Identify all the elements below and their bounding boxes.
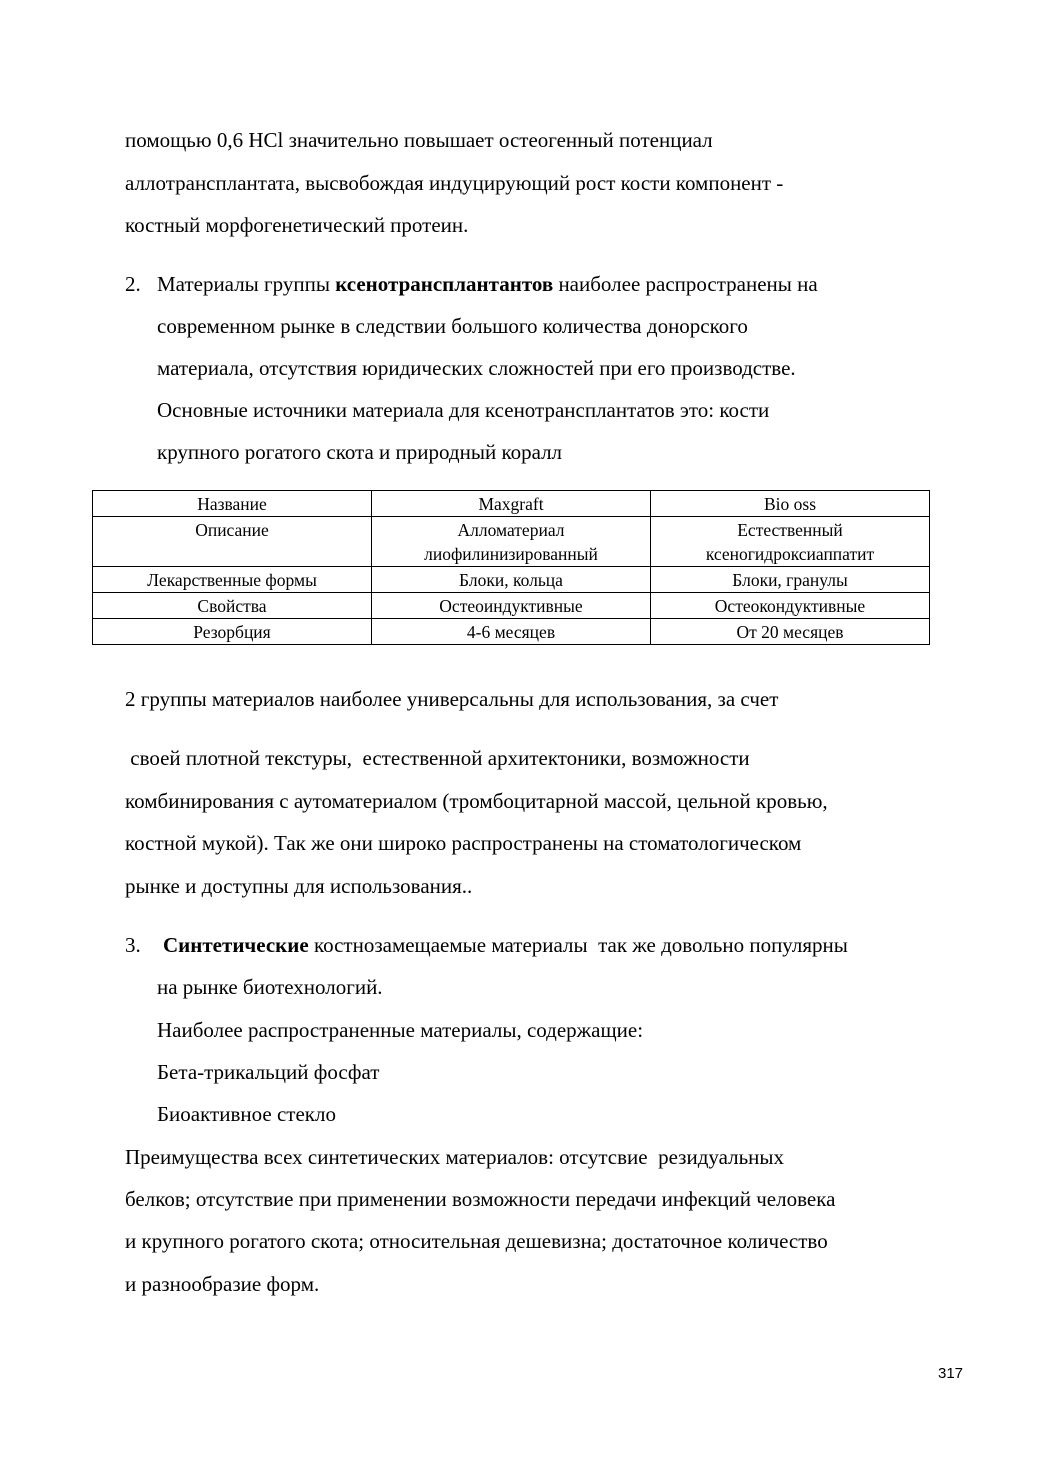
item3-line2: на рынке биотехнологий. — [157, 975, 383, 999]
item3-line5: Биоактивное стекло — [157, 1102, 336, 1126]
item2-line1-post: наиболее распространены на — [553, 272, 818, 296]
table-cell: Остеоиндуктивные — [372, 593, 651, 619]
table-cell: 4-6 месяцев — [372, 619, 651, 645]
item3-line4: Бета-трикальций фосфат — [157, 1060, 380, 1084]
table-cell: Bio oss — [651, 491, 930, 517]
table-cell: Свойства — [93, 593, 372, 619]
para3-line3: и крупного рогатого скота; относительная дешевизна; достаточное количество — [125, 1229, 828, 1253]
item2-line4: Основные источники материала для ксенотрансплантатов это: кости — [157, 398, 770, 422]
comparison-table — [92, 490, 930, 645]
table-cell: Maxgraft — [372, 491, 651, 517]
para2-line1: 2 группы материалов наиболее универсальны для использования, за счет — [125, 687, 779, 711]
table-row — [93, 517, 930, 567]
para1-line1: помощью 0,6 HCl значительно повышает остеогенный потенциал — [125, 128, 713, 152]
page-number: 317 — [938, 1365, 964, 1382]
table-cell: Название — [93, 491, 372, 517]
para2-line3: комбинирования с аутоматериалом (тромбоцитарной массой, цельной кровью, — [125, 789, 828, 813]
table-cell: От 20 месяцев — [651, 619, 930, 645]
table-row — [93, 593, 930, 619]
table-cell: Блоки, кольца — [372, 567, 651, 593]
item2-bold-term: ксенотрансплантантов — [335, 272, 554, 296]
item2-line2: современном рынке в следствии большого количества донорского — [157, 314, 748, 338]
item3-line1 — [163, 935, 848, 956]
para2-line4: костной мукой). Так же они широко распространены на стоматологическом — [125, 831, 802, 855]
table-cell: Резорбция — [93, 619, 372, 645]
table-cell: Алломатериал лиофилинизированный — [372, 517, 651, 567]
para3-line1: Преимущества всех синтетических материалов: отсутсвие резидуальных — [125, 1145, 785, 1169]
item2-line1 — [157, 274, 818, 295]
item3-number: 3. — [125, 933, 141, 957]
table-row — [93, 567, 930, 593]
para3-line4: и разнообразие форм. — [125, 1272, 320, 1296]
table-cell: Естественный ксеногидроксиаппатит — [651, 517, 930, 567]
table-row — [93, 491, 930, 517]
table-cell: Лекарственные формы — [93, 567, 372, 593]
item3-bold-term: Синтетические — [163, 933, 309, 957]
para1-line3: костный морфогенетический протеин. — [125, 213, 469, 237]
para3-line2: белков; отсутствие при применении возможности передачи инфекций человека — [125, 1187, 836, 1211]
item3-line1-post: костнозамещаемые материалы так же довольно популярны — [308, 933, 848, 957]
table-cell: Блоки, гранулы — [651, 567, 930, 593]
item3-line3: Наиболее распространенные материалы, содержащие: — [157, 1018, 644, 1042]
table-cell: Остеокондуктивные — [651, 593, 930, 619]
item2-line5: крупного рогатого скота и природный коралл — [157, 440, 563, 464]
para2-line2: своей плотной текстуры, естественной архитектоники, возможности — [125, 746, 750, 770]
item2-line1-pre: Материалы группы — [157, 272, 336, 296]
item2-line3: материала, отсутствия юридических сложностей при его производстве. — [157, 356, 796, 380]
table-cell: Описание — [93, 517, 372, 567]
para1-line2: аллотрансплантата, высвобождая индуцирующий рост кости компонент - — [125, 171, 784, 195]
para2-line5: рынке и доступны для использования.. — [125, 874, 473, 898]
item2-number: 2. — [125, 272, 141, 296]
table-row — [93, 619, 930, 645]
